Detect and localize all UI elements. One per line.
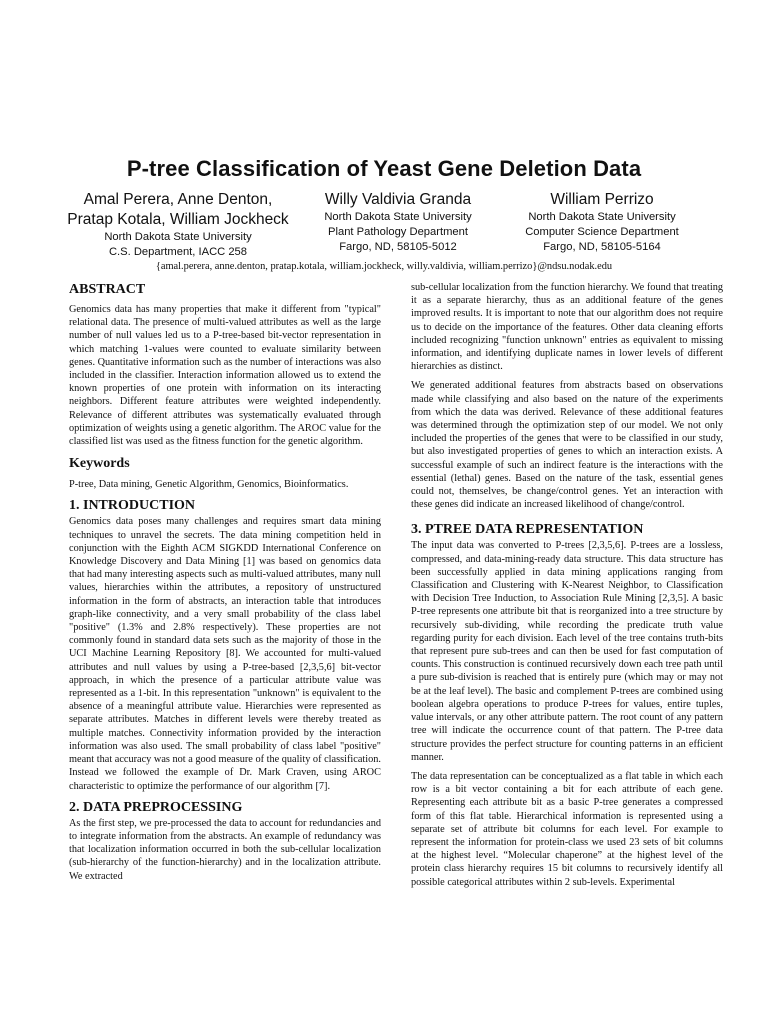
body-paragraph: We generated additional features from abstracts based on observations made while classifying and also based on the nature of the experiments from which the data was derived. Relevance of these additional features was determined through the optimization step of our model. We not only included the properties of the genes that were to be classified in our study, but also investigated properties of genes to which an interaction exists. A successful example of such an indirect feature is the interactions with the essential (lethal) genes. Based on the nature of the task, essential genes could not, themselves, be change/control genes. Yet an interaction with these genes did indicate an increased likelihood of change/control. [411, 380, 723, 511]
representation-heading: 3. PTREE DATA REPRESENTATION [411, 522, 644, 538]
body-paragraph: sub-cellular localization from the function hierarchy. We found that treating it as a separate hierarchy, thus as an additional feature of the genes improved results. It is important to note that our algorithm does not require us to decide on the importance of the features. Other data cleaning efforts included recognizing "function unknown" entries as equivalent to missing information, and identifying duplicate names in lower levels of different hierarchies as distinct. [411, 282, 723, 373]
author-affiliation: North Dakota State University [104, 231, 252, 243]
author-affiliation: Fargo, ND, 58105-5012 [339, 241, 457, 253]
author-group-3 [506, 190, 698, 255]
abstract-text: Genomics data has many properties that make it different from "typical" relational data. The presence of multi-valued attributes as well as the large number of null values led us to a P-tree-based bit-vector representation in which matching 1-values were counted to evaluate similarity between genes. Quantitative information such as the number of interactions was also included in the classifier. Interaction information allowed us to extend the known properties of one protein with information on its interacting neighbors. Different feature attributes were weighted independently. Relevance of different attributes was systematically evaluated through optimization of weights using a genetic algorithm. The AROC value for the classified list was used as the fitness function for the genetic algorithm. [69, 304, 381, 448]
author-affiliation: Plant Pathology Department [328, 226, 468, 238]
preprocessing-heading: 2. DATA PREPROCESSING [69, 799, 243, 815]
representation-paragraph: The input data was converted to P-trees [2,3,5,6]. P-trees are a lossless, compressed, and data-mining-ready data structure. This data structure has been successfully applied in data mining applications ranging from Classification and Clustering with K-Nearest Neighbor, to Classification with Decision Tree Induction, to Association Rule Mining [2,3,5]. A basic P-tree represents one attribute bit that is reorganized into a tree structure by recursively sub-dividing, while recording the predicate truth value regarding purity for each division. Each level of the tree contains truth-bits that represent pure sub-trees and can then be used for fast computation of counts. This construction is continued recursively down each tree path until a pure sub-division is reached that is entirely pure (which may or may not be at the leaf level). The basic and complement P-trees are combined using boolean algebra operations to produce P-trees for values, entire tuples, value intervals, or any other attribute pattern. The root count of any pattern tree will indicate the occurrence count of that pattern. The P-tree data structure provides the perfect structure for counting patterns in an efficient manner. [411, 540, 723, 763]
author-affiliation: C.S. Department, IACC 258 [108, 246, 248, 258]
author-names: Pratap Kotala, William Jockheck [67, 211, 289, 228]
author-names: Willy Valdivia Granda [324, 191, 472, 208]
author-names: Amal Perera, Anne Denton, [83, 191, 273, 208]
introduction-text: Genomics data poses many challenges and requires smart data mining techniques to unravel the secrets. The data mining competition held in conjunction with the Eighth ACM SIGKDD International Conference on Knowledge Discovery and Data Mining [1] was based on genomics data that had many interesting aspects such as multi-valued attributes, many null values, hierarchies within the attributes, a repository of unstructured information in the form of abstracts, an interaction table that introduces graph-like connectivity, and a very small probability of the class label "positive" (1.3% and 2.8% respectively). These properties are not commonly found in standard data sets such as the majority of those in the UCI Machine Learning Repository [8]. We accounted for multi-valued attributes and null values by using a P-tree-based [2,3,5,6] bit-vector approach, in which the presence of a particular attribute value was represented as a 1-bit. In this representation "unknown" is equivalent to the absence of a meaningful attribute value. Hierarchies were represented as separate attributes. Matches in different levels were thereby treated as multiple matches. Connectivity information provided by the interaction information was also used. The small probability of class label "positive" meant that accuracy was not a good measure of the quality of classification. Instead we followed the example of Dr. Mark Craven, using AROC characteristic to optimize the performance of our algorithm [7]. [69, 516, 381, 792]
abstract-heading: ABSTRACT [69, 282, 146, 297]
author-group-2 [308, 190, 488, 255]
author-affiliation: North Dakota State University [324, 211, 472, 223]
author-emails: {amal.perera, anne.denton, pratap.kotala, william.jockheck, willy.valdivia, william.perrizo}@ndsu.nodak.edu [155, 261, 613, 272]
right-column [411, 281, 723, 889]
author-affiliation: North Dakota State University [528, 211, 676, 223]
paper-title: P-tree Classification of Yeast Gene Deletion Data [126, 156, 642, 181]
author-affiliation: Computer Science Department [525, 226, 679, 238]
author-block [0, 190, 768, 270]
author-group-1 [58, 190, 298, 260]
author-affiliation: Fargo, ND, 58105-5164 [543, 241, 661, 253]
introduction-heading: 1. INTRODUCTION [69, 498, 196, 514]
preprocessing-text: As the first step, we pre-processed the data to account for redundancies and to integrate information from the abstracts. An example of redundancy was that localization information occurred in both the sub-cellular localization (sub-hierarchy of the function-hierarchy) and in the localization attribute. We extracted [69, 817, 381, 882]
representation-paragraph: The data representation can be conceptualized as a flat table in which each row is a bit vector containing a bit for each attribute of each gene. Representing each attribute bit as a basic P-tree generates a compressed form of this flat table. Hierarchical information is represented using a separate set of attribute bit columns for each level. For example to represent the information for protein-class we used 23 sets of bit columns at the highest level. “Molecular chaperone” at the highest level of the protein class hierarchy requires 15 bit columns to recursively identify all possible categorical attributes within 2 sub-levels. Experimental [411, 770, 723, 888]
author-names: William Perrizo [550, 191, 654, 208]
keywords-text: P-tree, Data mining, Genetic Algorithm, Genomics, Bioinformatics. [69, 479, 349, 491]
left-column [69, 281, 381, 883]
keywords-heading: Keywords [69, 456, 130, 472]
